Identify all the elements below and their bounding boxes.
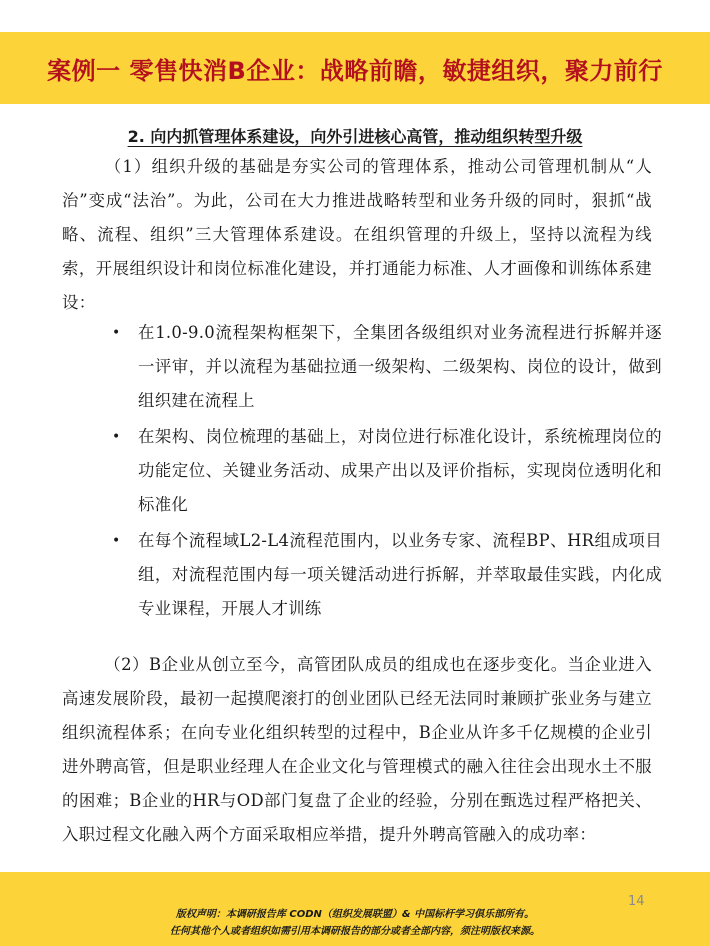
- section-heading: 2. 向内抓管理体系建设，向外引进核心高管，推动组织转型升级: [127, 127, 583, 146]
- bullet-text: 在架构、岗位梳理的基础上，对岗位进行标准化设计，系统梳理岗位的功能定位、关键业务活动、成果产出以及评价指标，实现岗位透明化和标准化: [138, 427, 662, 514]
- footer-banner: [0, 872, 710, 946]
- paragraph-1-text: （1）组织升级的基础是夯实公司的管理体系，推动公司管理机制从“人治”变成“法治”。为此，公司在大力推进战略转型和业务升级的同时，狠抓“战略、流程、组织”三大管理体系建设。在组织管理的升级上，坚持以流程为线索，开展组织设计和岗位标准化建设，并打通能力标准、人才画像和训练体系建设：: [62, 157, 652, 312]
- bullet-list: [62, 316, 662, 626]
- bullet-text: 在每个流程域L2-L4流程范围内，以业务专家、流程BP、HR组成项目组，对流程范围内每一项关键活动进行拆解，并萃取最佳实践，内化成专业课程，开展人才训练: [138, 531, 662, 618]
- list-item: [62, 420, 662, 522]
- paragraph-2: [62, 648, 652, 852]
- list-item: [62, 524, 662, 626]
- page-title: 案例一 零售快消B企业：战略前瞻，敏捷组织，聚力前行: [47, 56, 663, 85]
- page-number: 14: [628, 894, 645, 909]
- paragraph-1: [62, 150, 652, 320]
- title-banner: [0, 32, 710, 104]
- top-margin: [0, 0, 710, 32]
- bullet-marker: •: [112, 533, 121, 549]
- copyright-line-1: 版权声明：本调研报告库 CODN（组织发展联盟）& 中国标杆学习俱乐部所有。: [175, 909, 535, 920]
- bullet-marker: •: [112, 429, 121, 445]
- paragraph-2-text: （2）B企业从创立至今，高管团队成员的组成也在逐步变化。当企业进入高速发展阶段，最初一起摸爬滚打的创业团队已经无法同时兼顾扩张业务与建立组织流程体系；在向专业化组织转型的过程中，B企业从许多千亿规模的企业引进外聘高管，但是职业经理人在企业文化与管理模式的融入往往会出现水土不服的困难；B企业的HR与OD部门复盘了企业的经验，分别在甄选过程严格把关、入职过程文化融入两个方面采取相应举措，提升外聘高管融入的成功率：: [62, 655, 652, 844]
- copyright-line-2: 任何其他个人或者组织如需引用本调研报告的部分或者全部内容，须注明版权来源。: [170, 926, 540, 937]
- bullet-marker: •: [112, 325, 121, 341]
- bullet-text: 在1.0-9.0流程架构框架下，全集团各级组织对业务流程进行拆解并逐一评审，并以流程为基础拉通一级架构、二级架构、岗位的设计，做到组织建在流程上: [138, 323, 662, 410]
- list-item: [62, 316, 662, 418]
